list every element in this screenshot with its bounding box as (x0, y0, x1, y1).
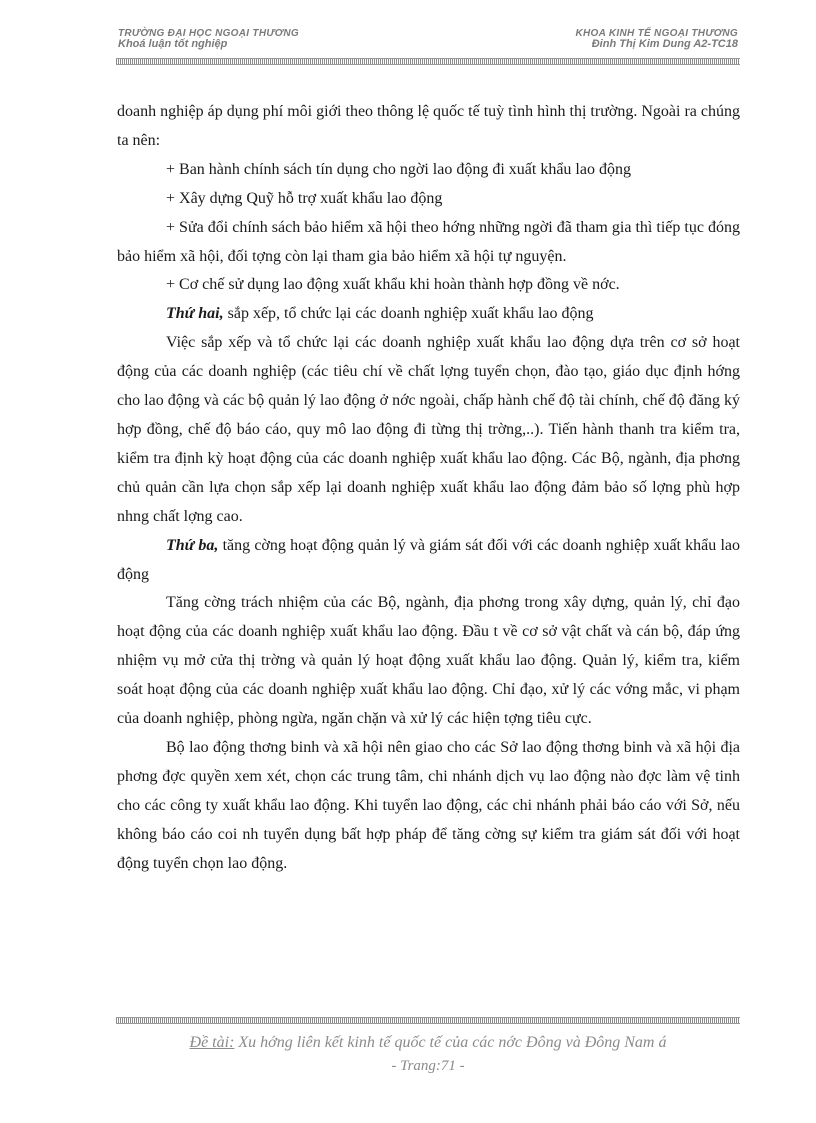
list-item-labor-mechanism: + Cơ chế sử dụng lao động xuất khẩu khi hoàn thành hợp đồng về nớc. (166, 276, 620, 294)
header-author: Đinh Thị Kim Dung A2-TC18 (591, 38, 738, 50)
footer-topic-text: Xu hớng liên kết kinh tế quốc tế của các nớc Đông và Đông Nam á (234, 1034, 667, 1051)
header-faculty: KHOA KINH TẾ NGOẠI THƯƠNG (575, 28, 738, 39)
page-suffix: - (455, 1058, 465, 1074)
paragraph-responsibility: Tăng cờng trách nhiệm của các Bộ, ngành, địa phơng trong xây dựng, quản lý, chỉ đạo hoạt động của các doanh nghiệp xuất khẩu lao động. Đầu t về cơ sở vật chất và cán bộ, đáp ứng nhiệm vụ mở cửa thị trờng và quản lý hoạt động xuất khẩu lao động. Quản lý, kiểm tra, kiểm soát hoạt động của các doanh nghiệp xuất khẩu lao động. Chỉ đạo, xử lý các vớng mắc, vi phạm của doanh nghiệp, phòng ngừa, ngăn chặn và xử lý các hiện tợng tiêu cực. (117, 594, 740, 728)
footer-topic-label: Đề tài: (189, 1034, 235, 1051)
paragraph-third-point (117, 532, 740, 590)
list-item-support-fund: + Xây dựng Quỹ hỗ trợ xuất khẩu lao động (166, 189, 443, 207)
page-prefix: - Trang: (391, 1058, 441, 1074)
paragraph-ministry: Bộ lao động thơng binh và xã hội nên giao cho các Sở lao động thơng binh và xã hội địa phơng đợc quyền xem xét, chọn các trung tâm, chi nhánh dịch vụ lao động nào đợc làm vệ tinh cho các công ty xuất khẩu lao động. Khi tuyển lao động, các chi nhánh phải báo cáo với Sở, nếu không báo cáo coi nh tuyển dụng bất hợp pháp để tăng cờng sự kiểm tra giám sát đối với hoạt động tuyển chọn lao động. (117, 738, 740, 872)
paragraph-reorganization: Việc sắp xếp và tổ chức lại các doanh nghiệp xuất khẩu lao động dựa trên cơ sở hoạt động của các doanh nghiệp (các tiêu chí về chất lợng tuyển chọn, đào tạo, giáo dục định hớng cho lao động và các bộ quản lý lao động ở nớc ngoài, chấp hành chế độ tài chính, chế độ đăng ký hợp đồng, chế độ báo cáo, quy mô lao động đi từng thị trờng,..). Tiến hành thanh tra kiểm tra, kiểm tra định kỳ hoạt động của các doanh nghiệp xuất khẩu lao động. Các Bộ, ngành, địa phơng chủ quản cần lựa chọn sắp xếp lại doanh nghiệp xuất khẩu lao động đảm bảo số lợng phù hợp nhng chất lợng cao. (117, 334, 740, 525)
page-number: 71 (440, 1058, 456, 1074)
header-right (576, 28, 738, 50)
header-thesis-type: Khoá luận tốt nghiệp (118, 38, 228, 50)
page-header (118, 28, 738, 54)
list-item-social-insurance: + Sửa đổi chính sách bảo hiểm xã hội theo hớng những ngời đã tham gia thì tiếp tục đóng bảo hiểm xã hội, đối tợng còn lại tham gia bảo hiểm xã hội tự nguyện. (117, 218, 740, 265)
page-body (117, 98, 740, 878)
list-item-credit-policy: + Ban hành chính sách tín dụng cho ngời lao động đi xuất khẩu lao động (166, 160, 631, 178)
paragraph-second-point (117, 300, 740, 329)
footer-topic (190, 1034, 667, 1051)
footer-page (116, 1055, 740, 1077)
header-university: TRƯỜNG ĐẠI HỌC NGOẠI THƯƠNG (118, 28, 300, 39)
header-left (118, 28, 299, 50)
header-divider (116, 58, 740, 65)
third-point-lead: Thứ ba, (166, 536, 219, 554)
second-point-text: sắp xếp, tổ chức lại các doanh nghiệp xuất khẩu lao động (223, 305, 594, 323)
footer-divider (116, 1017, 740, 1024)
page-footer (116, 1031, 740, 1077)
second-point-lead: Thứ hai, (166, 305, 224, 323)
paragraph-intro: doanh nghiệp áp dụng phí môi giới theo thông lệ quốc tế tuỳ tình hình thị trường. Ngoài ra chúng ta nên: (117, 103, 740, 149)
third-point-text: tăng cờng hoạt động quản lý và giám sát đối với các doanh nghiệp xuất khẩu lao động (117, 536, 740, 583)
